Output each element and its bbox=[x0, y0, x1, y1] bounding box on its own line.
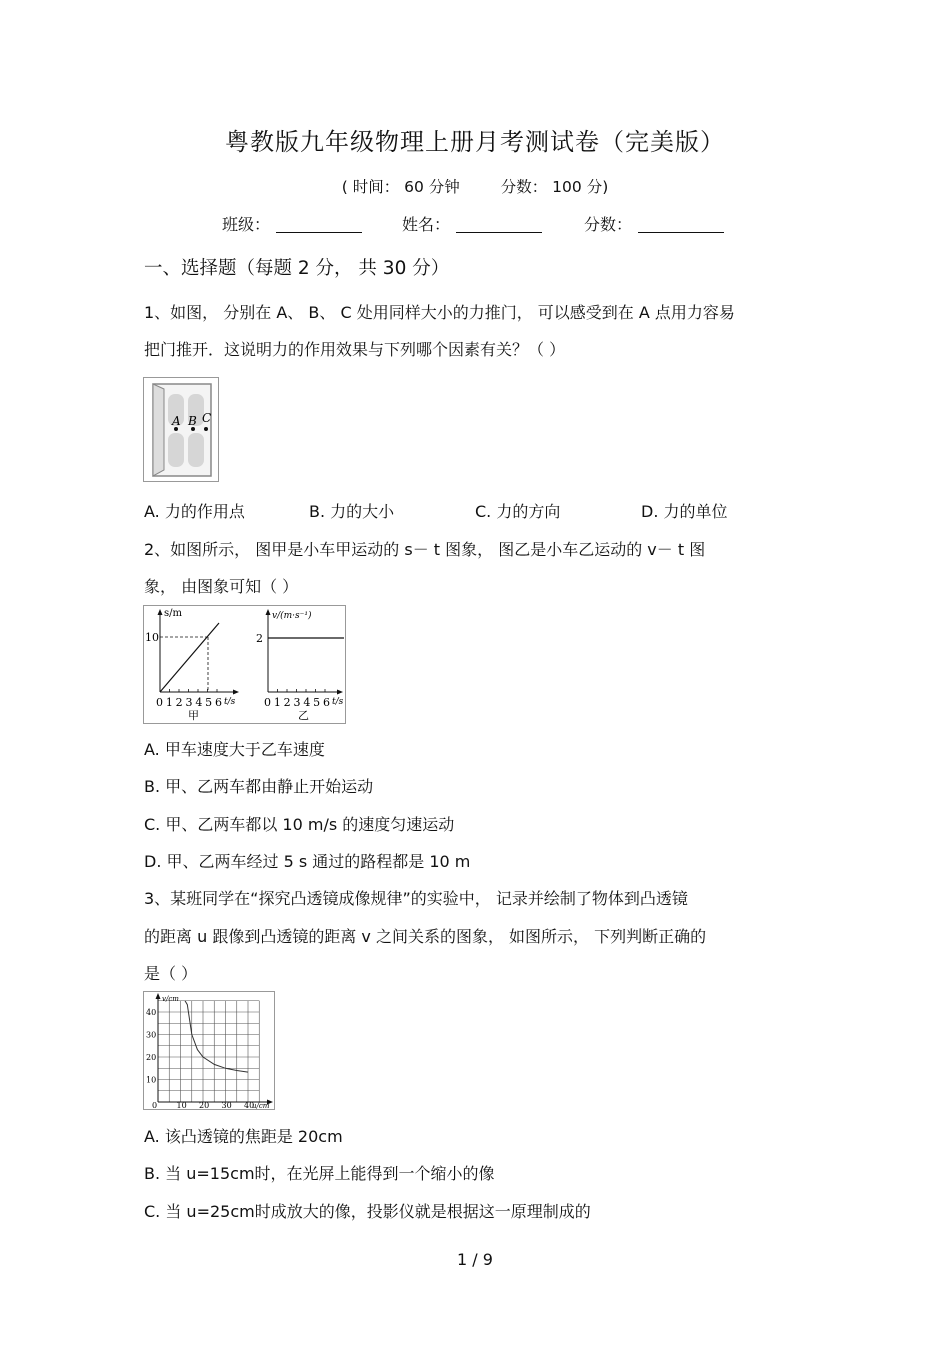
score-field bbox=[584, 212, 724, 235]
vt-ylabel: v/(m·s⁻¹) bbox=[272, 611, 312, 621]
st-xlabel: t/s bbox=[224, 697, 236, 707]
name-blank[interactable] bbox=[456, 216, 542, 233]
vt-ytick: 2 bbox=[256, 632, 263, 645]
q2-option-b[interactable]: B. 甲、乙两车都由静止开始运动 bbox=[144, 777, 374, 796]
vt-caption: 乙 bbox=[298, 709, 309, 722]
x-tick-label: 10 bbox=[176, 1101, 187, 1109]
class-field bbox=[222, 212, 362, 235]
st-xticks: 0 1 2 3 4 5 6 bbox=[156, 696, 222, 709]
page-title: 粤教版九年级物理上册月考测试卷（完美版） bbox=[225, 128, 725, 156]
score-info: 分数： 100 分) bbox=[500, 178, 609, 196]
st-ytick: 10 bbox=[145, 631, 159, 644]
door-label-b: B bbox=[188, 414, 197, 428]
y-tick-label: 40 bbox=[146, 1008, 157, 1017]
q2-option-a[interactable]: A. 甲车速度大于乙车速度 bbox=[144, 740, 325, 759]
x-tick-label: 30 bbox=[221, 1101, 232, 1109]
st-caption: 甲 bbox=[188, 709, 199, 722]
q3-text-line2: 的距离 u 跟像到凸透镜的距离 v 之间关系的图象， 如图所示， 下列判断正确的 bbox=[144, 927, 707, 946]
section-heading: 一、选择题（每题 2 分， 共 30 分） bbox=[144, 258, 450, 279]
q2-text-line1: 2、如图所示， 图甲是小车甲运动的 s－ t 图象， 图乙是小车乙运动的 v－ t 图 bbox=[144, 540, 706, 559]
door-label-c: C bbox=[202, 411, 212, 425]
q2-text-line2: 象， 由图象可知（ ） bbox=[144, 577, 299, 596]
st-graph bbox=[145, 608, 239, 722]
y-tick-label: 10 bbox=[146, 1075, 157, 1085]
lens-curve bbox=[185, 1001, 248, 1072]
y-tick-label: 30 bbox=[146, 1030, 157, 1040]
page-number: 1 / 9 bbox=[457, 1250, 493, 1269]
q3-text-line3: 是（ ） bbox=[144, 964, 198, 983]
lens-graph bbox=[144, 992, 274, 1109]
vt-graph bbox=[256, 609, 344, 722]
exam-meta bbox=[0, 175, 950, 197]
x-tick-label: 0 bbox=[152, 1101, 158, 1109]
q1-option-b[interactable]: B. 力的大小 bbox=[309, 502, 395, 521]
lens-xlabel: u/cm bbox=[252, 1102, 270, 1109]
time-info: ( 时间： 60 分钟 bbox=[341, 178, 460, 196]
class-label: 班级： bbox=[222, 215, 271, 234]
door-label-a: A bbox=[172, 414, 181, 428]
q3-text-line1: 3、某班同学在“探究凸透镜成像规律”的实验中， 记录并绘制了物体到凸透镜 bbox=[144, 889, 688, 908]
st-ylabel: s/m bbox=[164, 608, 182, 619]
name-field bbox=[402, 212, 542, 235]
q3-option-a[interactable]: A. 该凸透镜的焦距是 20cm bbox=[144, 1127, 343, 1146]
vt-xticks: 0 1 2 3 4 5 6 bbox=[264, 696, 330, 709]
score-label: 分数： bbox=[584, 215, 633, 234]
lens-graph-figure bbox=[143, 991, 275, 1110]
class-blank[interactable] bbox=[276, 216, 362, 233]
q2-option-d[interactable]: D. 甲、乙两车经过 5 s 通过的路程都是 10 m bbox=[144, 852, 471, 871]
vt-xlabel: t/s bbox=[332, 697, 344, 707]
y-tick-label: 20 bbox=[146, 1053, 157, 1062]
q1-text-line1: 1、如图， 分别在 A、 B、 C 处用同样大小的力推门， 可以感受到在 A 点用力容易 bbox=[144, 303, 735, 322]
x-tick-label: 20 bbox=[199, 1101, 210, 1109]
q1-option-a[interactable]: A. 力的作用点 bbox=[144, 502, 245, 521]
q1-option-d[interactable]: D. 力的单位 bbox=[641, 502, 728, 521]
q1-text-line2: 把门推开．这说明力的作用效果与下列哪个因素有关？（ ） bbox=[144, 340, 566, 359]
name-label: 姓名： bbox=[402, 215, 451, 234]
q2-option-c[interactable]: C. 甲、乙两车都以 10 m/s 的速度匀速运动 bbox=[144, 815, 455, 834]
q3-option-c[interactable]: C. 当 u=25cm时成放大的像，投影仪就是根据这一原理制成的 bbox=[144, 1202, 591, 1221]
lens-ylabel: v/cm bbox=[162, 995, 179, 1003]
q1-option-c[interactable]: C. 力的方向 bbox=[475, 502, 561, 521]
motion-graphs-figure bbox=[143, 605, 346, 724]
door-figure bbox=[143, 377, 219, 482]
score-blank[interactable] bbox=[638, 216, 724, 233]
x-tick-label: 40 bbox=[244, 1101, 255, 1109]
q3-option-b[interactable]: B. 当 u=15cm时，在光屏上能得到一个缩小的像 bbox=[144, 1164, 495, 1183]
